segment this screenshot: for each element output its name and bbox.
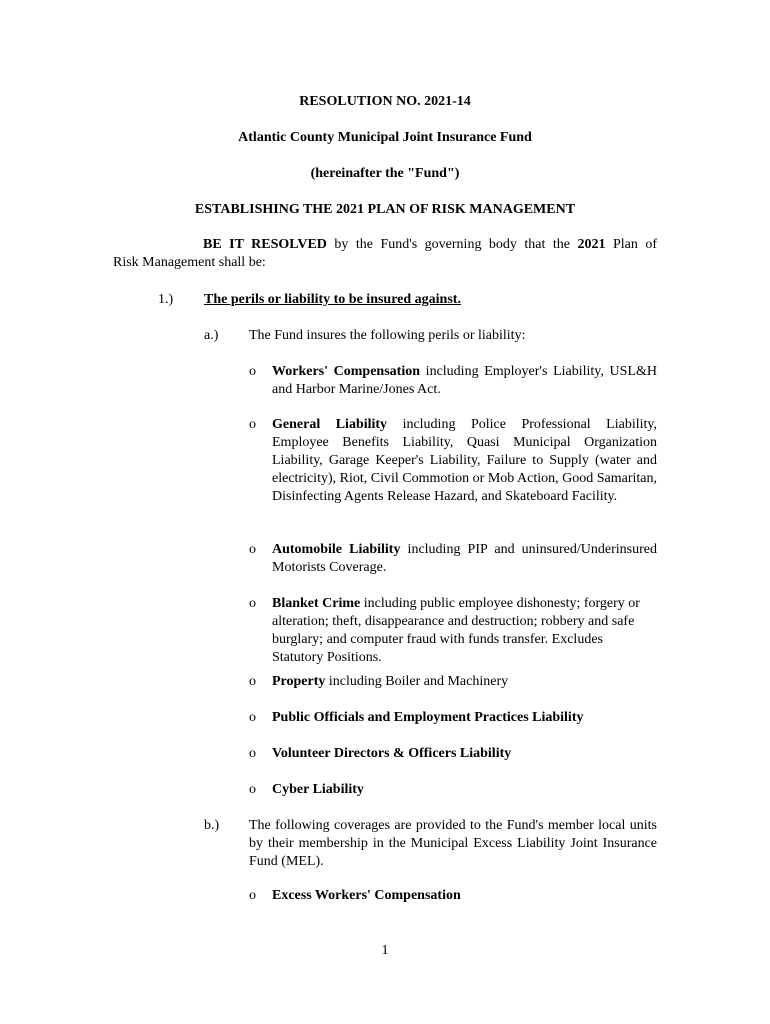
bullet-icon: o [249, 782, 256, 797]
section-heading: The perils or liability to be insured against. [204, 292, 461, 307]
bullet-bold: Excess Workers' Compensation [272, 888, 461, 903]
bullet-bold: General Liability [272, 417, 388, 432]
bullet-icon: o [249, 417, 256, 432]
list-item [0, 781, 770, 799]
page-number: 1 [381, 943, 389, 958]
bullet-bold: Automobile Liability [272, 542, 401, 557]
intro-text-1: by the Fund's governing body that the [326, 237, 578, 252]
list-item [0, 745, 770, 763]
intro-bold-lead: BE IT RESOLVED [203, 237, 327, 252]
bullet-icon: o [249, 364, 256, 379]
bullet-bold: Property [272, 674, 326, 689]
bullet-icon: o [249, 746, 256, 761]
intro-line-1 [113, 236, 657, 254]
item-b-text: The following coverages are provided to the Fund's member local units by their membership in the Municipal Excess Liability Joint Insurance Fund (MEL). [249, 818, 657, 869]
list-item [0, 363, 770, 399]
list-item [0, 416, 770, 524]
item-b-label: b.) [204, 818, 220, 833]
bullet-text: including public employee dishonesty; forgery or alteration; theft, disappearance and destruction; robbery and safe burglary; and computer fraud with funds transfer. Excludes Statutory Positions. [272, 596, 640, 665]
bullet-icon: o [249, 542, 256, 557]
bullet-icon: o [249, 710, 256, 725]
list-item [0, 673, 770, 691]
bullet-text: including Police Professional Liability, Employee Benefits Liability, Quasi Municipal Organization Liability, Garage Keeper's Liability, Failure to Supply (water and electricity), Riot, Civil Commotion or Mob Action, Good Samaritan, Disinfecting Agents Release Hazard, and Skateboard Facility. [272, 417, 657, 504]
bullet-text: including Boiler and Machinery [325, 674, 509, 689]
resolution-number: RESOLUTION NO. 2021-14 [299, 94, 471, 109]
intro-year: 2021 [577, 237, 606, 252]
intro-text-2: Plan of [605, 237, 657, 252]
bullet-bold: Cyber Liability [272, 782, 364, 797]
hereinafter-line: (hereinafter the "Fund") [310, 166, 460, 181]
bullet-icon: o [249, 888, 256, 903]
bullet-bold: Workers' Compensation [272, 364, 421, 379]
bullet-icon: o [249, 674, 256, 689]
item-a-label: a.) [204, 328, 219, 343]
bullet-bold: Blanket Crime [272, 596, 361, 611]
bullet-bold: Volunteer Directors & Officers Liability [272, 746, 512, 761]
bullet-bold: Public Officials and Employment Practices Liability [272, 710, 584, 725]
bullet-text: including PIP and uninsured/Underinsured Motorists Coverage. [272, 542, 657, 575]
list-item [0, 595, 770, 667]
bullet-icon: o [249, 596, 256, 611]
fund-name: Atlantic County Municipal Joint Insurance Fund [238, 130, 532, 145]
bullet-text: including Employer's Liability, USL&H and Harbor Marine/Jones Act. [272, 364, 657, 397]
item-a-text: The Fund insures the following perils or liability: [249, 328, 526, 343]
list-item [0, 541, 770, 577]
list-item [0, 709, 770, 727]
intro-line-2: Risk Management shall be: [113, 255, 266, 270]
list-item [0, 887, 770, 905]
document-title: ESTABLISHING THE 2021 PLAN OF RISK MANAGEMENT [194, 202, 576, 217]
section-number: 1.) [158, 292, 174, 307]
